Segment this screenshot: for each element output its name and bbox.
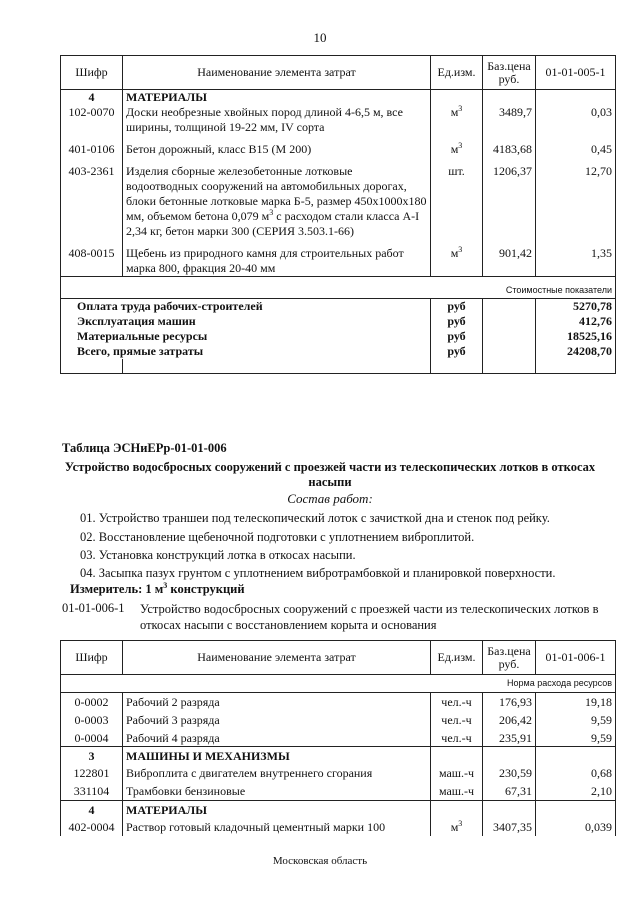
cost-row xyxy=(61,344,616,359)
resource-price: 176,93 xyxy=(483,693,536,711)
cost-label: Оплата труда рабочих-строителей xyxy=(61,299,431,315)
cost-label: Материальные ресурсы xyxy=(61,329,431,344)
table-row xyxy=(61,711,616,729)
group-number: 3 xyxy=(61,747,123,765)
cost-unit: руб xyxy=(431,344,483,359)
measure-unit: Измеритель: 1 $м^3$ конструкций xyxy=(70,580,245,596)
resource-table-2 xyxy=(60,640,616,836)
price-cell xyxy=(483,747,536,765)
header-name: Наименование элемента затрат xyxy=(123,641,431,675)
resource-code: 0-0004 xyxy=(61,729,123,747)
table-row xyxy=(61,239,616,277)
resource-price: 3407,35 xyxy=(483,818,536,836)
norm-description: Устройство водосбросных сооружений с проезжей части из телескопических лотков в откосах насыпи с восстановлением корыта и основания xyxy=(140,602,599,632)
cost-label: Эксплуатация машин xyxy=(61,314,431,329)
resource-table-1 xyxy=(60,55,616,374)
table-row xyxy=(61,157,616,239)
norm-code: 01-01-006-1 xyxy=(62,601,125,615)
resource-norm: 0,039 xyxy=(536,818,616,836)
table-name: Устройство водосбросных сооружений с проезжей части из телескопических лотков в откосах насыпи xyxy=(64,460,596,489)
resource-name: Рабочий 2 разряда xyxy=(123,693,431,711)
resource-unit: чел.-ч xyxy=(431,693,483,711)
price-cell xyxy=(483,314,536,329)
resource-unit: чел.-ч xyxy=(431,729,483,747)
table-row xyxy=(61,729,616,747)
resource-price: 901,42 xyxy=(483,239,536,277)
resource-code: 331104 xyxy=(61,782,123,800)
composition-title: Состав работ: xyxy=(287,491,373,506)
cost-unit: руб xyxy=(431,314,483,329)
header-price: Баз.цена руб. xyxy=(483,641,536,675)
group-row xyxy=(61,90,616,106)
resource-norm: 0,03 xyxy=(536,105,616,135)
cost-value: 18525,16 xyxy=(536,329,616,344)
resource-norm: 2,10 xyxy=(536,782,616,800)
group-row xyxy=(61,800,616,818)
resource-unit: $м^3$ xyxy=(431,818,483,836)
group-number: 4 xyxy=(61,90,123,106)
table-row xyxy=(61,135,616,157)
cost-row xyxy=(61,299,616,315)
operation-item: 01. Устройство траншеи под телескопический лоток с зачисткой дна и стенок под рейку. xyxy=(80,511,550,525)
table-row xyxy=(61,818,616,836)
resource-code: 102-0070 xyxy=(61,105,123,135)
resource-name: Трамбовки бензиновые xyxy=(123,782,431,800)
resource-code: 408-0015 xyxy=(61,239,123,277)
spacer-row xyxy=(61,359,616,373)
group-row xyxy=(61,747,616,765)
resource-unit: $м^3$ xyxy=(431,135,483,157)
resource-norm: 9,59 xyxy=(536,711,616,729)
header-price: Баз.цена руб. xyxy=(483,56,536,90)
resource-norm: 1,35 xyxy=(536,239,616,277)
table-row xyxy=(61,782,616,800)
resource-code: 402-0004 xyxy=(61,818,123,836)
norm-cell xyxy=(536,747,616,765)
unit-cell xyxy=(431,747,483,765)
resource-price: 206,42 xyxy=(483,711,536,729)
cost-label: Всего, прямые затраты xyxy=(61,344,431,359)
operation-item: 04. Засыпка пазух грунтом с уплотнением вибротрамбовкой и планировкой поверхности. xyxy=(80,566,556,580)
cost-unit: руб xyxy=(431,329,483,344)
resource-name: Изделия сборные железобетонные лотковые водоотводных сооружений на автомобильных дорогах, блоки бетонные лотковые марка Б-5, размер 450х1000х180 мм, объемом бетона 0,079 $м^3$ с расходом стали класса А-I 2,34 кг, бетон марки 300 (СЕРИЯ 3.503.1-66) xyxy=(123,157,431,239)
resource-norm: 0,68 xyxy=(536,764,616,782)
resource-price: 235,91 xyxy=(483,729,536,747)
price-cell xyxy=(483,299,536,315)
table-row xyxy=(61,693,616,711)
table-row xyxy=(61,764,616,782)
cost-caption-row xyxy=(61,277,616,299)
group-number: 4 xyxy=(61,800,123,818)
footer-region: Московская область xyxy=(272,855,368,867)
resource-price: 1206,37 xyxy=(483,157,536,239)
header-norm-code: 01-01-005-1 xyxy=(536,56,616,90)
resource-price: 3489,7 xyxy=(483,105,536,135)
header-norm-code: 01-01-006-1 xyxy=(536,641,616,675)
resource-price: 230,59 xyxy=(483,764,536,782)
norm-caption-row xyxy=(61,675,616,693)
norm-cell xyxy=(536,90,616,106)
resource-name: Раствор готовый кладочный цементный марки 100 xyxy=(123,818,431,836)
header-unit: Ед.изм. xyxy=(431,641,483,675)
resource-code: 122801 xyxy=(61,764,123,782)
resource-price: 4183,68 xyxy=(483,135,536,157)
header-code: Шифр xyxy=(61,56,123,90)
operation-item: 03. Установка конструкций лотка в откосах насыпи. xyxy=(80,548,356,562)
norm-caption: Норма расхода ресурсов xyxy=(61,675,616,693)
resource-code: 403-2361 xyxy=(61,157,123,239)
resource-name: Щебень из природного камня для строительных работ марка 800, фракция 20-40 мм xyxy=(123,239,431,277)
price-cell xyxy=(483,800,536,818)
resource-unit: маш.-ч xyxy=(431,782,483,800)
resource-unit: $м^3$ xyxy=(431,239,483,277)
header-name: Наименование элемента затрат xyxy=(123,56,431,90)
unit-cell xyxy=(431,90,483,106)
operation-item: 02. Восстановление щебеночной подготовки с уплотнением виброплитой. xyxy=(80,530,475,544)
table-title: Таблица ЭСНиЕРр-01-01-006 xyxy=(62,441,227,455)
resource-name: Рабочий 4 разряда xyxy=(123,729,431,747)
resource-norm: 19,18 xyxy=(536,693,616,711)
group-title: МАШИНЫ И МЕХАНИЗМЫ xyxy=(123,747,431,765)
cost-caption: Стоимостные показатели xyxy=(61,277,616,299)
page-number: 10 xyxy=(313,30,327,45)
unit-cell xyxy=(431,800,483,818)
resource-norm: 0,45 xyxy=(536,135,616,157)
header-unit: Ед.изм. xyxy=(431,56,483,90)
resource-code: 401-0106 xyxy=(61,135,123,157)
resource-name: Доски необрезные хвойных пород длиной 4-6,5 м, все ширины, толщиной 19-22 мм, IV сорта xyxy=(123,105,431,135)
resource-code: 0-0002 xyxy=(61,693,123,711)
resource-unit: $м^3$ xyxy=(431,105,483,135)
resource-price: 67,31 xyxy=(483,782,536,800)
resource-unit: шт. xyxy=(431,157,483,239)
resource-name: Рабочий 3 разряда xyxy=(123,711,431,729)
price-cell xyxy=(483,344,536,359)
group-title: МАТЕРИАЛЫ xyxy=(123,800,431,818)
resource-norm: 9,59 xyxy=(536,729,616,747)
norm-cell xyxy=(536,800,616,818)
resource-norm: 12,70 xyxy=(536,157,616,239)
cost-row xyxy=(61,329,616,344)
resource-code: 0-0003 xyxy=(61,711,123,729)
group-title: МАТЕРИАЛЫ xyxy=(123,90,431,106)
resource-unit: маш.-ч xyxy=(431,764,483,782)
price-cell xyxy=(483,329,536,344)
resource-name: Бетон дорожный, класс В15 (М 200) xyxy=(123,135,431,157)
header-code: Шифр xyxy=(61,641,123,675)
cost-row xyxy=(61,314,616,329)
resource-name: Виброплита с двигателем внутреннего сгорания xyxy=(123,764,431,782)
cost-value: 24208,70 xyxy=(536,344,616,359)
cost-unit: руб xyxy=(431,299,483,315)
cost-value: 412,76 xyxy=(536,314,616,329)
cost-value: 5270,78 xyxy=(536,299,616,315)
table-row xyxy=(61,105,616,135)
resource-unit: чел.-ч xyxy=(431,711,483,729)
price-cell xyxy=(483,90,536,106)
